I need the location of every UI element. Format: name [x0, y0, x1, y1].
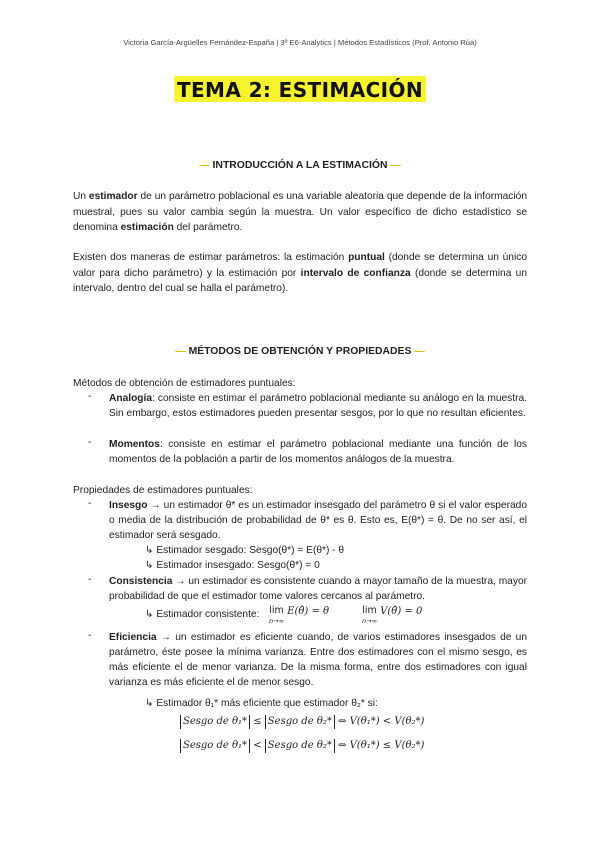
heading-dash-right: —	[390, 160, 401, 171]
limit-operator	[362, 606, 377, 626]
formula-limit-variance	[362, 606, 422, 626]
text-run: de un parámetro poblacional es una variable aleatoria que depende de la información muestral, pues su valor cambia según la muestra. Un valor específico de dicho estadístico se denomina	[73, 191, 527, 234]
sub-eficiencia-condition: ↳ Estimador θ₁* más eficiente que estimador θ₂* si:	[145, 698, 378, 709]
sub-estimador-sesgado: ↳ Estimador sesgado: Sesgo(θ*) = E(θ*) - θ	[145, 545, 345, 556]
section-heading-introduccion	[0, 160, 600, 171]
text-run: : consiste en estimar el parámetro poblacional mediante una función de los momentos de la población a partir de los momentos análogos de la muestra.	[109, 439, 527, 465]
methods-intro: Métodos de obtención de estimadores puntuales:	[73, 378, 296, 389]
operator: <	[253, 740, 262, 751]
limit-subscript: n→∞	[269, 617, 284, 625]
heading-dash-right: —	[414, 346, 425, 357]
text-run: Existen dos maneras de estimar parámetros: la estimación	[73, 252, 349, 263]
text-run: (donde se determina un único valor para dicho parámetro) y la estimación por	[73, 252, 527, 279]
section-heading-text: MÉTODOS DE OBTENCIÓN Y PROPIEDADES	[188, 346, 412, 357]
text-run: → un estimador θ* es un estimador insesgado del parámetro θ si el valor esperado o media de la distribución de probabilidad de θ* es θ. Esto es, E(θ*) = θ. De no ser así, el estimador será sesgado.	[109, 500, 527, 541]
text-run: Un	[73, 191, 89, 202]
method-analogia	[109, 391, 527, 421]
text-run: → un estimador es consistente cuando a mayor tamaño de la muestra, mayor probabilidad de que el estimador tome valores cercanos al parámetro.	[109, 576, 527, 602]
property-consistencia	[109, 574, 527, 604]
bold-term-intervalo: intervalo de confianza	[300, 267, 411, 279]
section-heading-metodos	[0, 346, 600, 357]
properties-intro: Propiedades de estimadores puntuales:	[73, 485, 253, 496]
abs-sesgo-1: Sesgo de θ₁*	[180, 715, 250, 729]
bold-term-puntual: puntual	[348, 252, 385, 263]
property-eficiencia	[109, 630, 527, 690]
formula-text: E(θ̂) = θ	[287, 606, 330, 617]
heading-dash-left: —	[199, 160, 210, 171]
paragraph-tipos-estimacion	[73, 250, 527, 297]
text-run: : consiste en estimar el parámetro poblacional mediante su análogo en la muestra. Sin embargo, estos estimadores pueden presentar sesgos, por lo que no resultan eficientes.	[109, 393, 527, 419]
bold-term-analogia: Analogía	[109, 393, 153, 404]
bold-term-consistencia: Consistencia	[109, 576, 173, 587]
bullet-marker: -	[88, 391, 92, 402]
title-wrapper	[0, 76, 600, 102]
text-run: del parámetro.	[173, 222, 243, 234]
operator: ≤	[253, 716, 262, 727]
bullet-marker: -	[88, 498, 92, 509]
limit-label: lim	[269, 605, 284, 616]
sub-estimador-consistente: ↳ Estimador consistente:	[145, 609, 260, 620]
bullet-marker: -	[88, 437, 92, 448]
bold-term-insesgo: Insesgo	[109, 500, 148, 511]
limit-operator	[269, 606, 284, 626]
formula-rhs: ⇔ V(θ₁*) < V(θ₂*)	[338, 716, 425, 727]
limit-subscript: n→∞	[362, 617, 377, 625]
formula-limit-expectation	[269, 606, 329, 626]
sub-estimador-insesgado: ↳ Estimador insesgado: Sesgo(θ*) = 0	[145, 560, 320, 571]
formula-eficiencia-row-1	[180, 715, 424, 729]
text-run: (donde se determina un intervalo, dentro del cual se halla el parámetro).	[73, 267, 528, 295]
method-momentos	[109, 437, 527, 467]
property-insesgo	[109, 498, 527, 543]
bold-term-eficiencia: Eficiencia	[109, 632, 157, 643]
section-heading-text: INTRODUCCIÓN A LA ESTIMACIÓN	[212, 160, 388, 171]
bullet-marker: -	[88, 574, 92, 585]
limit-label: lim	[362, 605, 377, 616]
abs-sesgo-1: Sesgo de θ₁*	[180, 739, 250, 753]
abs-sesgo-2: Sesgo de θ₂*	[265, 739, 335, 753]
page-title: TEMA 2: ESTIMACIÓN	[174, 76, 426, 102]
formula-rhs: ⇔ V(θ₁*) ≤ V(θ₂*)	[338, 740, 425, 751]
bold-term-momentos: Momentos	[109, 439, 160, 450]
heading-dash-left: —	[175, 346, 186, 357]
formula-text: V(θ̂) = 0	[380, 606, 423, 617]
bullet-marker: -	[88, 630, 92, 641]
bold-term-estimacion: estimación	[120, 222, 174, 234]
text-run: → un estimador es eficiente cuando, de varios estimadores insesgados de un parámetro, éste posee la mínima varianza. Entre dos estimadores con el mismo sesgo, es más eficiente el de menor varianza. De la misma forma, entre dos estimadores con igual varianza es más eficiente el de menor sesgo.	[109, 632, 527, 688]
formula-eficiencia-row-2	[180, 739, 424, 753]
paragraph-estimador	[73, 189, 527, 236]
abs-sesgo-2: Sesgo de θ₂*	[265, 715, 335, 729]
page-header: Victoria García-Argüelles Fernández-España | 3º E6-Analytics | Métodos Estadísticos (Prof. Antonio Rúa)	[123, 38, 477, 47]
bold-term-estimador: estimador	[88, 191, 138, 202]
